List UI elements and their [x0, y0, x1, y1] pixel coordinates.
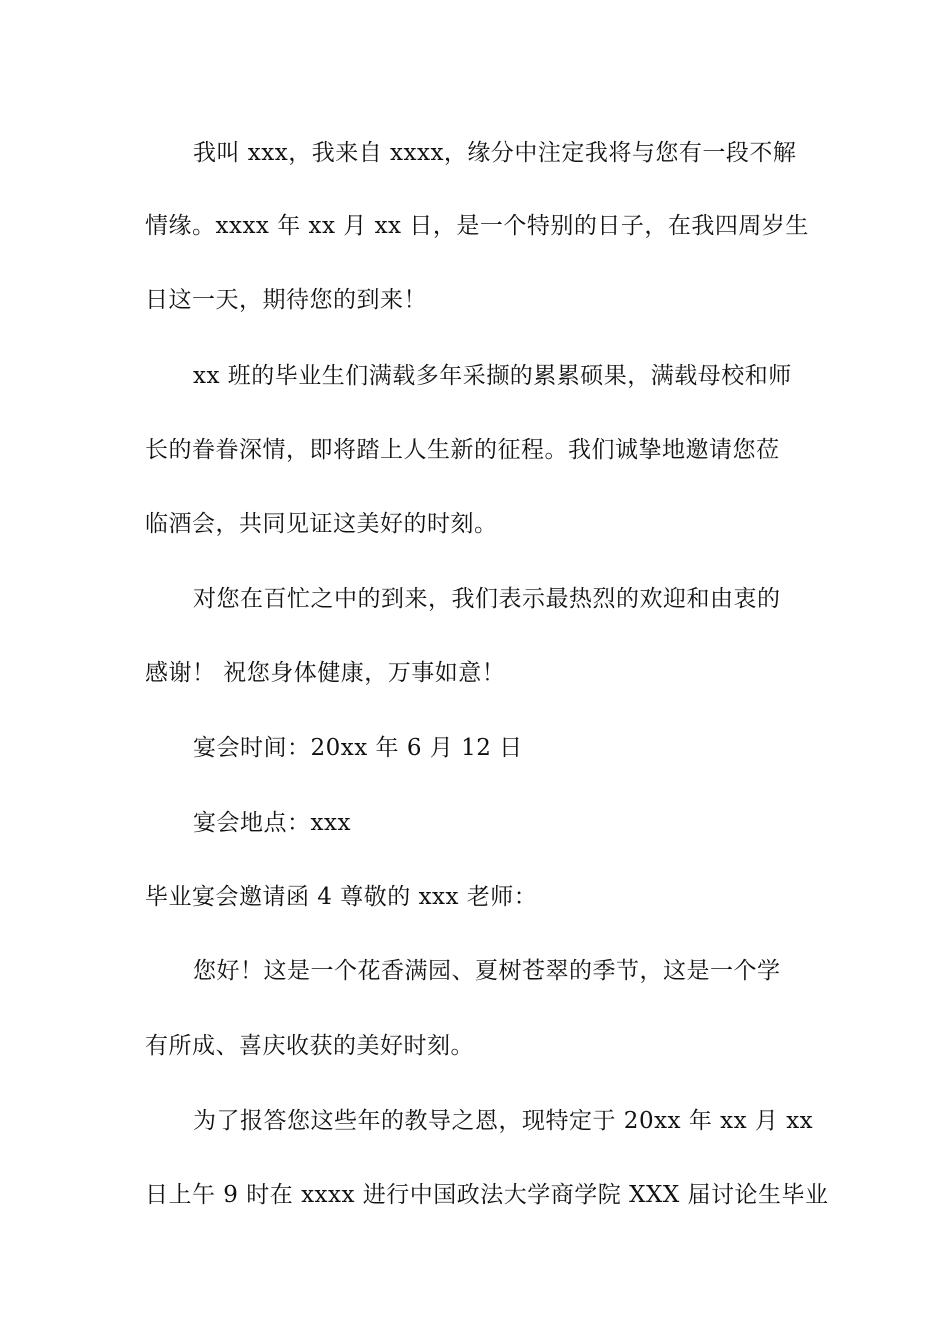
- text-line: 情缘。xxxx 年 xx 月 xx 日，是一个特别的日子，在我四周岁生: [145, 213, 809, 239]
- text-line: 宴会地点：xxx: [193, 810, 351, 836]
- text-line: 对您在百忙之中的到来，我们表示最热烈的欢迎和由衷的: [193, 586, 781, 612]
- text-line: 临酒会，共同见证这美好的时刻。: [145, 511, 498, 537]
- text-line: xx 班的毕业生们满载多年采撷的累累硕果，满载母校和师: [193, 363, 792, 389]
- text-line: 日上午 9 时在 xxxx 进行中国政法大学商学院 XXX 届讨论生毕业: [145, 1182, 829, 1208]
- text-line: 日这一天，期待您的到来！: [145, 287, 427, 313]
- section-heading: 毕业宴会邀请函 4 尊敬的 xxx 老师：: [145, 884, 538, 910]
- text-line: 为了报答您这些年的教导之恩，现特定于 20xx 年 xx 月 xx: [193, 1108, 814, 1134]
- text-line: 有所成、喜庆收获的美好时刻。: [145, 1033, 474, 1059]
- text-line: 长的眷眷深情，即将踏上人生新的征程。我们诚挚地邀请您莅: [145, 437, 780, 463]
- text-line: 宴会时间：20xx 年 6 月 12 日: [193, 735, 523, 761]
- text-line: 感谢！ 祝您身体健康，万事如意！: [145, 660, 506, 686]
- text-line: 您好！这是一个花香满园、夏树苍翠的季节，这是一个学: [193, 958, 781, 984]
- text-line: 我叫 xxx，我来自 xxxx，缘分中注定我将与您有一段不解: [193, 140, 797, 166]
